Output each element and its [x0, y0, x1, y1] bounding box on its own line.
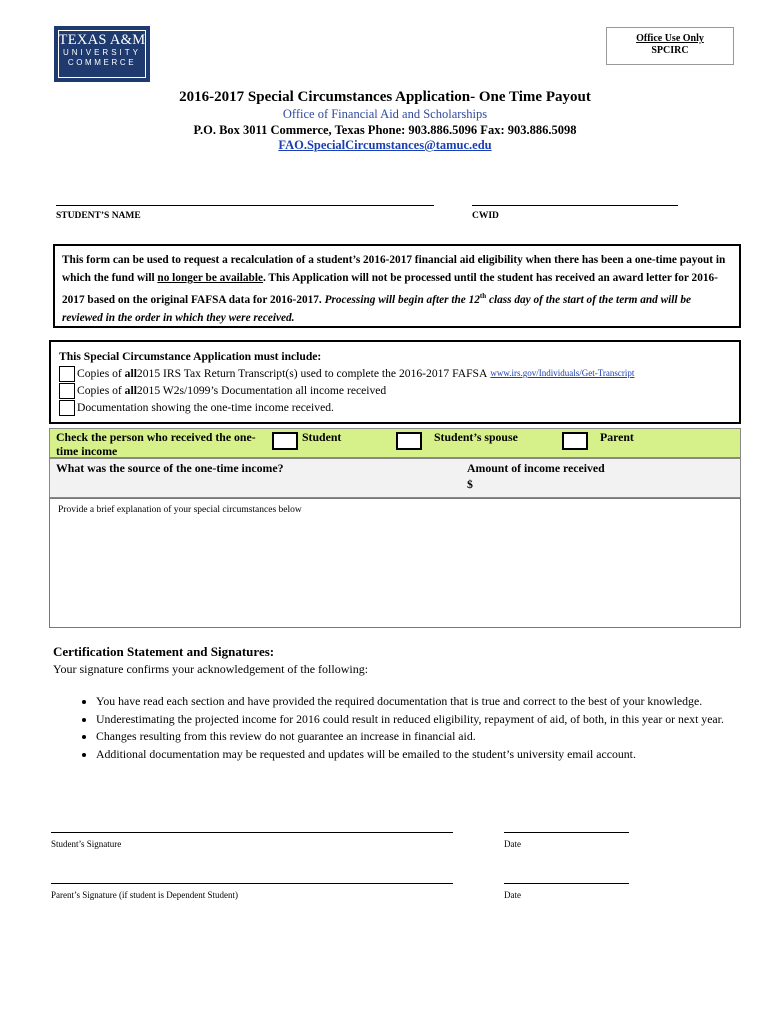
student-date-field[interactable] [504, 832, 629, 833]
logo-line2: UNIVERSITY [62, 48, 141, 57]
logo-line1: TEXAS A&M [58, 32, 146, 48]
email-link[interactable]: FAO.SpecialCircumstances@tamuc.edu [278, 138, 492, 152]
certification-item: • Changes resulting from this review do not guarantee an increase in financial aid. [96, 728, 756, 746]
notice-sup: th [479, 292, 487, 300]
certification-heading: Certification Statement and Signatures: [53, 644, 275, 659]
certification-item: • Additional documentation may be requested and updates will be emailed to the student’s university email account. [96, 746, 756, 764]
student-option-label: Student [302, 430, 342, 444]
req1-post: 2015 IRS Tax Return Transcript(s) used to complete the 2016-2017 FAFSA [136, 367, 488, 380]
requirement-item [59, 382, 731, 399]
notice-text-2: . This Application will not be processed until the student has received an award letter for 2016-2017 based on the original FAFSA data for 2016-2017. [62, 272, 718, 306]
contact-info: P.O. Box 3011 Commerce, Texas Phone: 903.886.5096 Fax: 903.886.5098 [193, 123, 577, 137]
requirements-heading: This Special Circumstance Application must include: [59, 350, 322, 363]
university-logo [54, 26, 150, 82]
notice-text: This form can be used to request a recalculation of a student’s 2016-2017 financial aid eligibility when there has been a one-time payout in which the fund will [62, 254, 726, 284]
parent-signature-label: Parent’s Signature (if student is Dependent Student) [51, 890, 238, 900]
irs-transcript-link[interactable]: www.irs.gov/Individuals/Get-Transcript [490, 368, 635, 378]
student-checkbox[interactable] [272, 432, 298, 450]
req1-bold: all [124, 367, 137, 380]
cwid-field[interactable] [472, 205, 678, 206]
student-date-label: Date [504, 839, 521, 849]
req1-pre: Copies of [77, 367, 122, 380]
income-doc-checkbox[interactable] [59, 400, 75, 416]
office-use-box [606, 27, 734, 65]
w2-checkbox[interactable] [59, 383, 75, 399]
person-question: Check the person who received the one-time income [56, 430, 256, 458]
spouse-option-label: Student’s spouse [434, 430, 518, 444]
parent-date-label: Date [504, 890, 521, 900]
page-title: 2016-2017 Special Circumstances Application- One Time Payout [179, 89, 591, 105]
certification-subheading: Your signature confirms your acknowledgement of the following: [53, 662, 369, 676]
person-row [49, 428, 741, 458]
income-amount-label: Amount of income received [467, 461, 605, 475]
logo-line3: COMMERCE [67, 58, 137, 67]
office-name: Office of Financial Aid and Scholarships [282, 107, 488, 121]
income-row [49, 458, 741, 498]
income-source-label: What was the source of the one-time income? [56, 461, 284, 475]
office-use-label: Office Use Only [636, 33, 704, 44]
cwid-label: CWID [472, 211, 499, 221]
certification-item: • Underestimating the projected income for 2016 could result in reduced eligibility, repayment of aid, of both, in this year or next year. [96, 711, 756, 729]
notice-italic: Processing will begin after the 12 [324, 293, 480, 306]
req3-text: Documentation showing the one-time income received. [77, 401, 334, 414]
explanation-textarea[interactable] [49, 498, 741, 628]
parent-option-label: Parent [600, 430, 634, 444]
office-code: SPCIRC [651, 45, 689, 56]
requirement-item [59, 399, 731, 416]
parent-signature-field[interactable] [51, 883, 453, 884]
currency-symbol: $ [467, 477, 473, 491]
spouse-checkbox[interactable] [396, 432, 422, 450]
notice-underline: no longer be available [157, 272, 263, 284]
req2-post: 2015 W2s/1099’s Documentation all income received [136, 384, 387, 397]
notice-box [53, 244, 741, 328]
requirements-box [49, 340, 741, 424]
tax-transcript-checkbox[interactable] [59, 366, 75, 382]
req2-pre: Copies of [77, 384, 122, 397]
explanation-prompt: Provide a brief explanation of your special circumstances below [58, 505, 302, 515]
certification-item: • You have read each section and have provided the required documentation that is true and correct to the best of your knowledge. [96, 693, 756, 711]
student-name-label: STUDENT’S NAME [56, 211, 141, 221]
certification-list [70, 693, 756, 763]
req2-bold: all [124, 384, 137, 397]
notice-italic-2: class day of the start of the term and will be reviewed in the order in which they were received. [62, 293, 692, 324]
student-signature-field[interactable] [51, 832, 453, 833]
parent-checkbox[interactable] [562, 432, 588, 450]
parent-date-field[interactable] [504, 883, 629, 884]
student-name-field[interactable] [56, 205, 434, 206]
requirement-item [59, 365, 731, 382]
student-signature-label: Student’s Signature [51, 839, 122, 849]
